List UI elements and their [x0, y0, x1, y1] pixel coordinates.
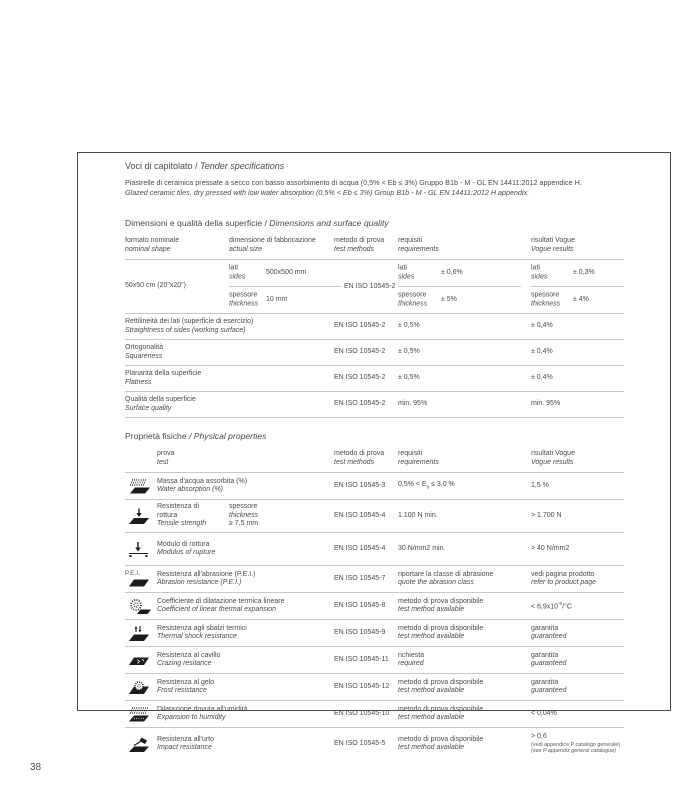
thickness-size: 10 mm [266, 295, 288, 303]
modulus-of-rupture-icon [125, 541, 157, 558]
result-note-it: (vedi appendice P catalogo generale) [531, 741, 621, 748]
crazing-resistance-icon [125, 655, 157, 666]
spec-sheet-content [125, 153, 624, 760]
dimensions-section-title: Dimensioni e qualità della superficie / Dimensions and surface quality [125, 218, 389, 228]
sides-requirement: ± 0,6% [441, 268, 463, 276]
intro-description-en: Glazed ceramic tiles, dry pressed with low water absorption (0,5% < Eb ≤ 3%) Group B1b - M - GL EN 14411:2012 H appendix. [125, 188, 530, 197]
thermal-expansion-icon [125, 598, 157, 615]
sides-subrow: lati sides 500x500 mm lati sides ± 0,6% lati sides ± 0,3% [229, 264, 595, 280]
table-row: Resistenza di rottura Tensile strength spessore thickness ≥ 7,5 mm EN ISO 10545-4 1.100 N min. > 1.700 N [125, 500, 624, 533]
table-row: Planarità della superficie Flatness EN ISO 10545-2 ± 0,5% ± 0,4% [125, 366, 624, 392]
thickness-requirement: ± 5% [441, 295, 457, 303]
impact-resistance-icon [125, 736, 157, 753]
table-row: Modulo di rottura Modulus of rupture EN ISO 10545-4 30 N/mm2 min. > 40 N/mm2 [125, 533, 624, 566]
spec-sheet-frame [77, 152, 671, 755]
table-row: Resistenza al cavillo Crazing resitance EN ISO 10545-11 richiesta required garantita guaranteed [125, 647, 624, 674]
table-row: Dilatazione dovuta all'umidità Expansion to humidity EN ISO 10545-10 metodo di prova disponibile test method available < 0,04% [125, 701, 624, 728]
shape-row-method: EN ISO 10545-2 [344, 282, 396, 290]
table-row: Resistenza al gelo Frost resistance EN ISO 10545-12 metodo di prova disponibile test method available garantita guaranteed [125, 674, 624, 701]
nominal-shape-value: 50x50 cm (20"x20") [125, 282, 186, 290]
header-requirements: requisiti requirements [398, 450, 439, 466]
table-row: Qualità della superficie Surface quality EN ISO 10545-2 min. 95% min. 95% [125, 392, 624, 418]
thickness-subrow: spessore thickness 10 mm spessore thickness ± 5% spessore thickness ± 4% [229, 291, 589, 307]
header-actual-size: dimensione di fabbricazione actual size [229, 237, 316, 253]
intro-description [125, 178, 624, 198]
physical-section-title: Proprietà fisiche / Physical properties [125, 431, 267, 441]
header-requirements: requisiti requirements [398, 237, 439, 253]
humidity-expansion-icon [125, 706, 157, 723]
sides-size: 500x500 mm [266, 268, 307, 276]
result-note-en: (see P appendix general catalogue) [531, 748, 616, 755]
header-vogue-results: risultati Vogue Vogue results [531, 450, 575, 466]
thickness-condition: spessore thickness ≥ 7,5 mm [229, 503, 259, 528]
physical-table-header [125, 450, 624, 473]
intro-description-it: Piastrelle di ceramica pressate a secco con basso assorbimento di acqua (0,5% < Eb ≤ 3%) Gruppo B1b - M - GL EN 14411:2012 appendice H. [125, 178, 582, 187]
dimensions-table-header [125, 237, 624, 260]
table-row: Massa d'acqua assorbita (%) Water absorption (%) EN ISO 10545-3 $0,5\% < E_b \le 3,0$ % 1,5 % [125, 473, 624, 500]
thermal-shock-icon [125, 625, 157, 642]
water-absorption-icon [125, 478, 157, 495]
table-row: Rettilineità dei lati (superficie di esercizio) Straightness of sides (working surface) EN ISO 10545-2 ± 0,5% ± 0,4% [125, 314, 624, 340]
page-title [125, 160, 624, 172]
table-row: Resistenza agli sbalzi termici Thermal shock resistance EN ISO 10545-9 metodo di prova disponibile test method available garantita guaranteed [125, 620, 624, 647]
page-title-it: Voci di capitolato / [125, 161, 198, 171]
header-test: prova test [157, 450, 175, 466]
table-row: Coefficiente di dilatazione termica lineare Coefficient of linear thermal expansion EN ISO 10545-8 metodo di prova disponibile test method available < $6,9x10^{-6}/^\circ C$ [125, 593, 624, 620]
table-row: Ortogonalità Squareness EN ISO 10545-2 ± 0,5% ± 0,4% [125, 340, 624, 366]
page-number: 38 [30, 762, 42, 773]
page-title-en: Tender specifications [200, 161, 285, 171]
sides-result: ± 0,3% [573, 268, 595, 276]
result-value: < $6,9x10^{-6}/^\circ C$ [531, 601, 572, 611]
header-nominal-shape: formato nominale nominal shape [125, 237, 180, 253]
table-row: Resistenza all'urto Impact resistance EN ISO 10545-5 metodo di prova disponibile test method available > 0,6 (vedi appendice P catalogo generale) (see P appendix general catalogue) [125, 728, 624, 760]
shape-row-50x50 [125, 260, 624, 314]
thickness-result: ± 4% [573, 295, 589, 303]
frost-resistance-icon [125, 680, 157, 695]
table-row: P.E.I. Resistenza all'abrasione (P.E.I.) Abrasion resistance (P.E.I.) EN ISO 10545-7 riportare la classe di abrasione quote the abrasion class vedi pagina prodotto refer to product page [125, 566, 624, 593]
header-test-methods: metodo di prova test methods [334, 450, 385, 466]
requirement-value: $0,5\% < E_b \le 3,0$ % [398, 480, 455, 489]
header-test-methods: metodo di prova test methods [334, 237, 385, 253]
tensile-strength-icon [125, 508, 157, 525]
abrasion-pei-icon: P.E.I. [125, 571, 157, 587]
header-vogue-results: risultati Vogue Vogue results [531, 237, 575, 253]
